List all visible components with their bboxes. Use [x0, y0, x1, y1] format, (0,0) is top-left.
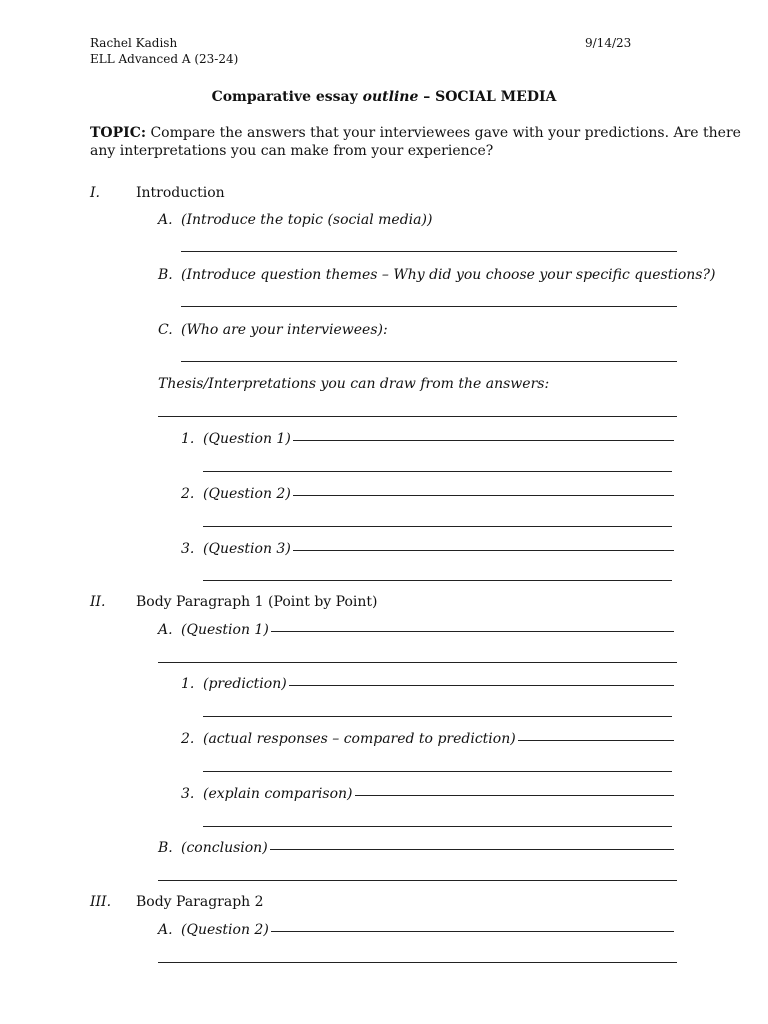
thesis-item-1-num: 1.	[181, 431, 195, 447]
answer-line[interactable]	[181, 251, 677, 252]
body1-item-3-text: (explain comparison)	[203, 786, 353, 802]
answer-line[interactable]	[203, 471, 672, 472]
section-2-b-text: (conclusion)	[181, 840, 268, 856]
thesis-label: Thesis/Interpretations you can draw from the answers:	[158, 376, 550, 392]
section-1-c-text: (Who are your interviewees):	[181, 322, 388, 338]
answer-line[interactable]	[203, 580, 672, 581]
answer-line[interactable]	[203, 716, 672, 717]
thesis-item-3-num: 3.	[181, 541, 195, 557]
topic-line-2: any interpretations you can make from your experience?	[90, 143, 494, 159]
answer-line[interactable]	[271, 631, 674, 632]
answer-line[interactable]	[518, 740, 674, 741]
thesis-item-1-text: (Question 1)	[203, 431, 291, 447]
answer-line[interactable]	[158, 880, 677, 881]
date: 9/14/23	[585, 36, 632, 50]
answer-line[interactable]	[203, 526, 672, 527]
thesis-item-1[interactable]	[203, 431, 674, 447]
answer-line[interactable]	[270, 849, 674, 850]
answer-line[interactable]	[158, 416, 677, 417]
section-1-heading: Introduction	[136, 185, 225, 201]
section-1-numeral: I.	[90, 185, 100, 201]
answer-line[interactable]	[181, 306, 677, 307]
answer-line[interactable]	[158, 962, 677, 963]
body1-item-1[interactable]	[203, 676, 674, 692]
topic-label: TOPIC:	[90, 125, 146, 141]
section-2-a-text: (Question 1)	[181, 622, 269, 638]
page-title	[0, 89, 768, 105]
author-name: Rachel Kadish	[90, 36, 178, 50]
body1-item-1-num: 1.	[181, 676, 195, 692]
section-1-a-text: (Introduce the topic (social media))	[181, 212, 433, 228]
answer-line[interactable]	[271, 931, 674, 932]
section-2-b[interactable]	[181, 840, 674, 856]
thesis-item-3-text: (Question 3)	[203, 541, 291, 557]
answer-line[interactable]	[203, 771, 672, 772]
section-1-c-letter: C.	[158, 322, 173, 338]
title-part1: Comparative essay	[211, 89, 363, 105]
answer-line[interactable]	[203, 826, 672, 827]
section-1-a-letter: A.	[158, 212, 173, 228]
section-2-heading: Body Paragraph 1 (Point by Point)	[136, 594, 378, 610]
section-2-numeral: II.	[90, 594, 106, 610]
section-2-a-letter: A.	[158, 622, 173, 638]
answer-line[interactable]	[289, 685, 674, 686]
body1-item-3[interactable]	[203, 786, 674, 802]
section-3-heading: Body Paragraph 2	[136, 894, 264, 910]
body1-item-3-num: 3.	[181, 786, 195, 802]
thesis-item-2-num: 2.	[181, 486, 195, 502]
body1-item-2-text: (actual responses – compared to prediction)	[203, 731, 516, 747]
section-1-b-letter: B.	[158, 267, 173, 283]
section-2-b-letter: B.	[158, 840, 173, 856]
topic-line-1	[90, 125, 741, 141]
thesis-item-3[interactable]	[203, 541, 674, 557]
section-3-a-letter: A.	[158, 922, 173, 938]
thesis-item-2[interactable]	[203, 486, 674, 502]
answer-line[interactable]	[181, 361, 677, 362]
section-3-numeral: III.	[90, 894, 112, 910]
answer-line[interactable]	[293, 440, 674, 441]
topic-text-1: Compare the answers that your interviewees gave with your predictions. Are there	[146, 125, 741, 141]
answer-line[interactable]	[158, 662, 677, 663]
section-1-b-text: (Introduce question themes – Why did you choose your specific questions?)	[181, 267, 716, 283]
answer-line[interactable]	[293, 495, 674, 496]
body1-item-1-text: (prediction)	[203, 676, 287, 692]
body1-item-2[interactable]	[203, 731, 674, 747]
answer-line[interactable]	[355, 795, 675, 796]
title-outline: outline	[362, 89, 419, 105]
class-name: ELL Advanced A (23-24)	[90, 52, 239, 66]
section-3-a[interactable]	[181, 922, 674, 938]
section-2-a[interactable]	[181, 622, 674, 638]
title-part3: – SOCIAL MEDIA	[418, 89, 557, 105]
section-3-a-text: (Question 2)	[181, 922, 269, 938]
thesis-item-2-text: (Question 2)	[203, 486, 291, 502]
answer-line[interactable]	[293, 550, 674, 551]
body1-item-2-num: 2.	[181, 731, 195, 747]
